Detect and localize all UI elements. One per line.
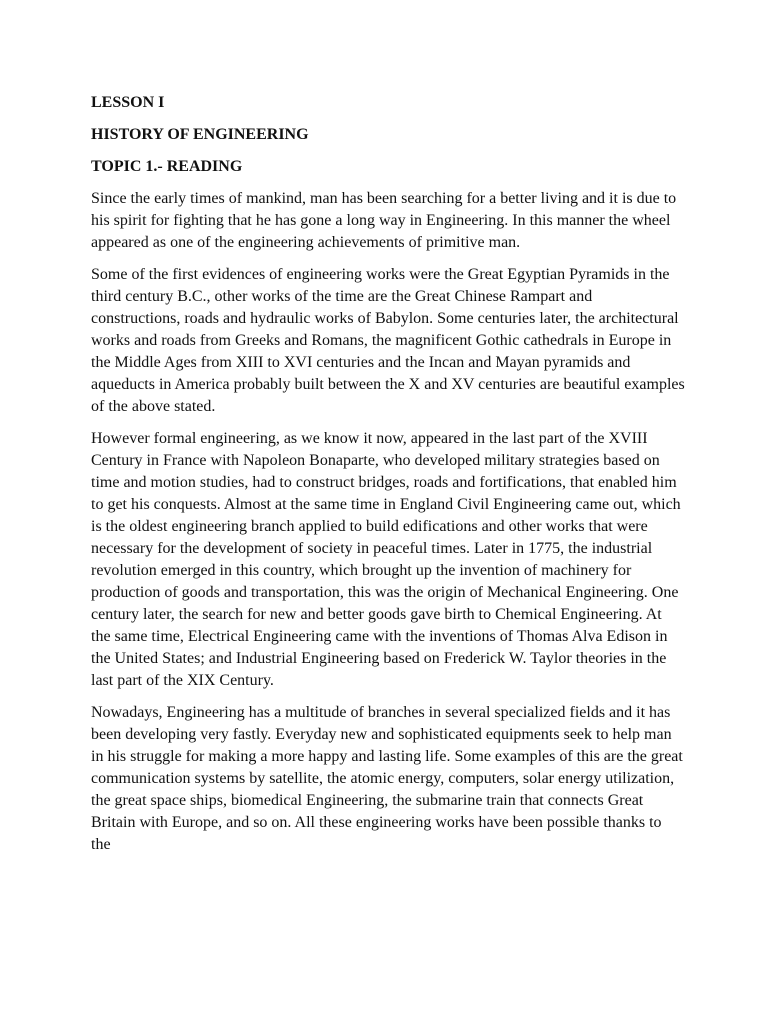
document-title: HISTORY OF ENGINEERING xyxy=(91,126,309,143)
topic-heading: TOPIC 1.- READING xyxy=(91,158,243,175)
lesson-heading: LESSON I xyxy=(91,94,165,111)
paragraph-1: Since the early times of mankind, man has been searching for a better living and it is due to his spirit for fighting that he has gone a long way in Engineering. In this manner the wheel appeared as one of the engineering achievements of primitive man. xyxy=(91,190,677,251)
paragraph-2: Some of the first evidences of engineering works were the Great Egyptian Pyramids in the third century B.C., other works of the time are the Great Chinese Rampart and constructions, roads and hydraulic works of Babylon. Some centuries later, the architectural works and roads from Greeks and Romans, the magnificent Gothic cathedrals in Europe in the Middle Ages from XIII to XVI centuries and the Incan and Mayan pyramids and aqueducts in America probably built between the X and XV centuries are beautiful examples of the above stated. xyxy=(91,266,685,415)
document-body xyxy=(91,92,685,866)
paragraph-4: Nowadays, Engineering has a multitude of branches in several specialized fields and it has been developing very fastly. Everyday new and sophisticated equipments seek to help man in his struggle for making a more happy and lasting life. Some examples of this are the great communication systems by satellite, the atomic energy, computers, solar energy utilization, the great space ships, biomedical Engineering, the submarine train that connects Great Britain with Europe, and so on. All these engineering works have been possible thanks to the xyxy=(91,704,683,853)
paragraph-3: However formal engineering, as we know it now, appeared in the last part of the XVIII Century in France with Napoleon Bonaparte, who developed military strategies based on time and motion studies, had to construct bridges, roads and fortifications, that enabled him to get his conquests. Almost at the same time in England Civil Engineering came out, which is the oldest engineering branch applied to build edifications and other works that were necessary for the development of society in peaceful times. Later in 1775, the industrial revolution emerged in this country, which brought up the invention of machinery for production of goods and transportation, this was the origin of Mechanical Engineering. One century later, the search for new and better goods gave birth to Chemical Engineering. At the same time, Electrical Engineering came with the inventions of Thomas Alva Edison in the United States; and Industrial Engineering based on Frederick W. Taylor theories in the last part of the XIX Century. xyxy=(91,430,681,689)
